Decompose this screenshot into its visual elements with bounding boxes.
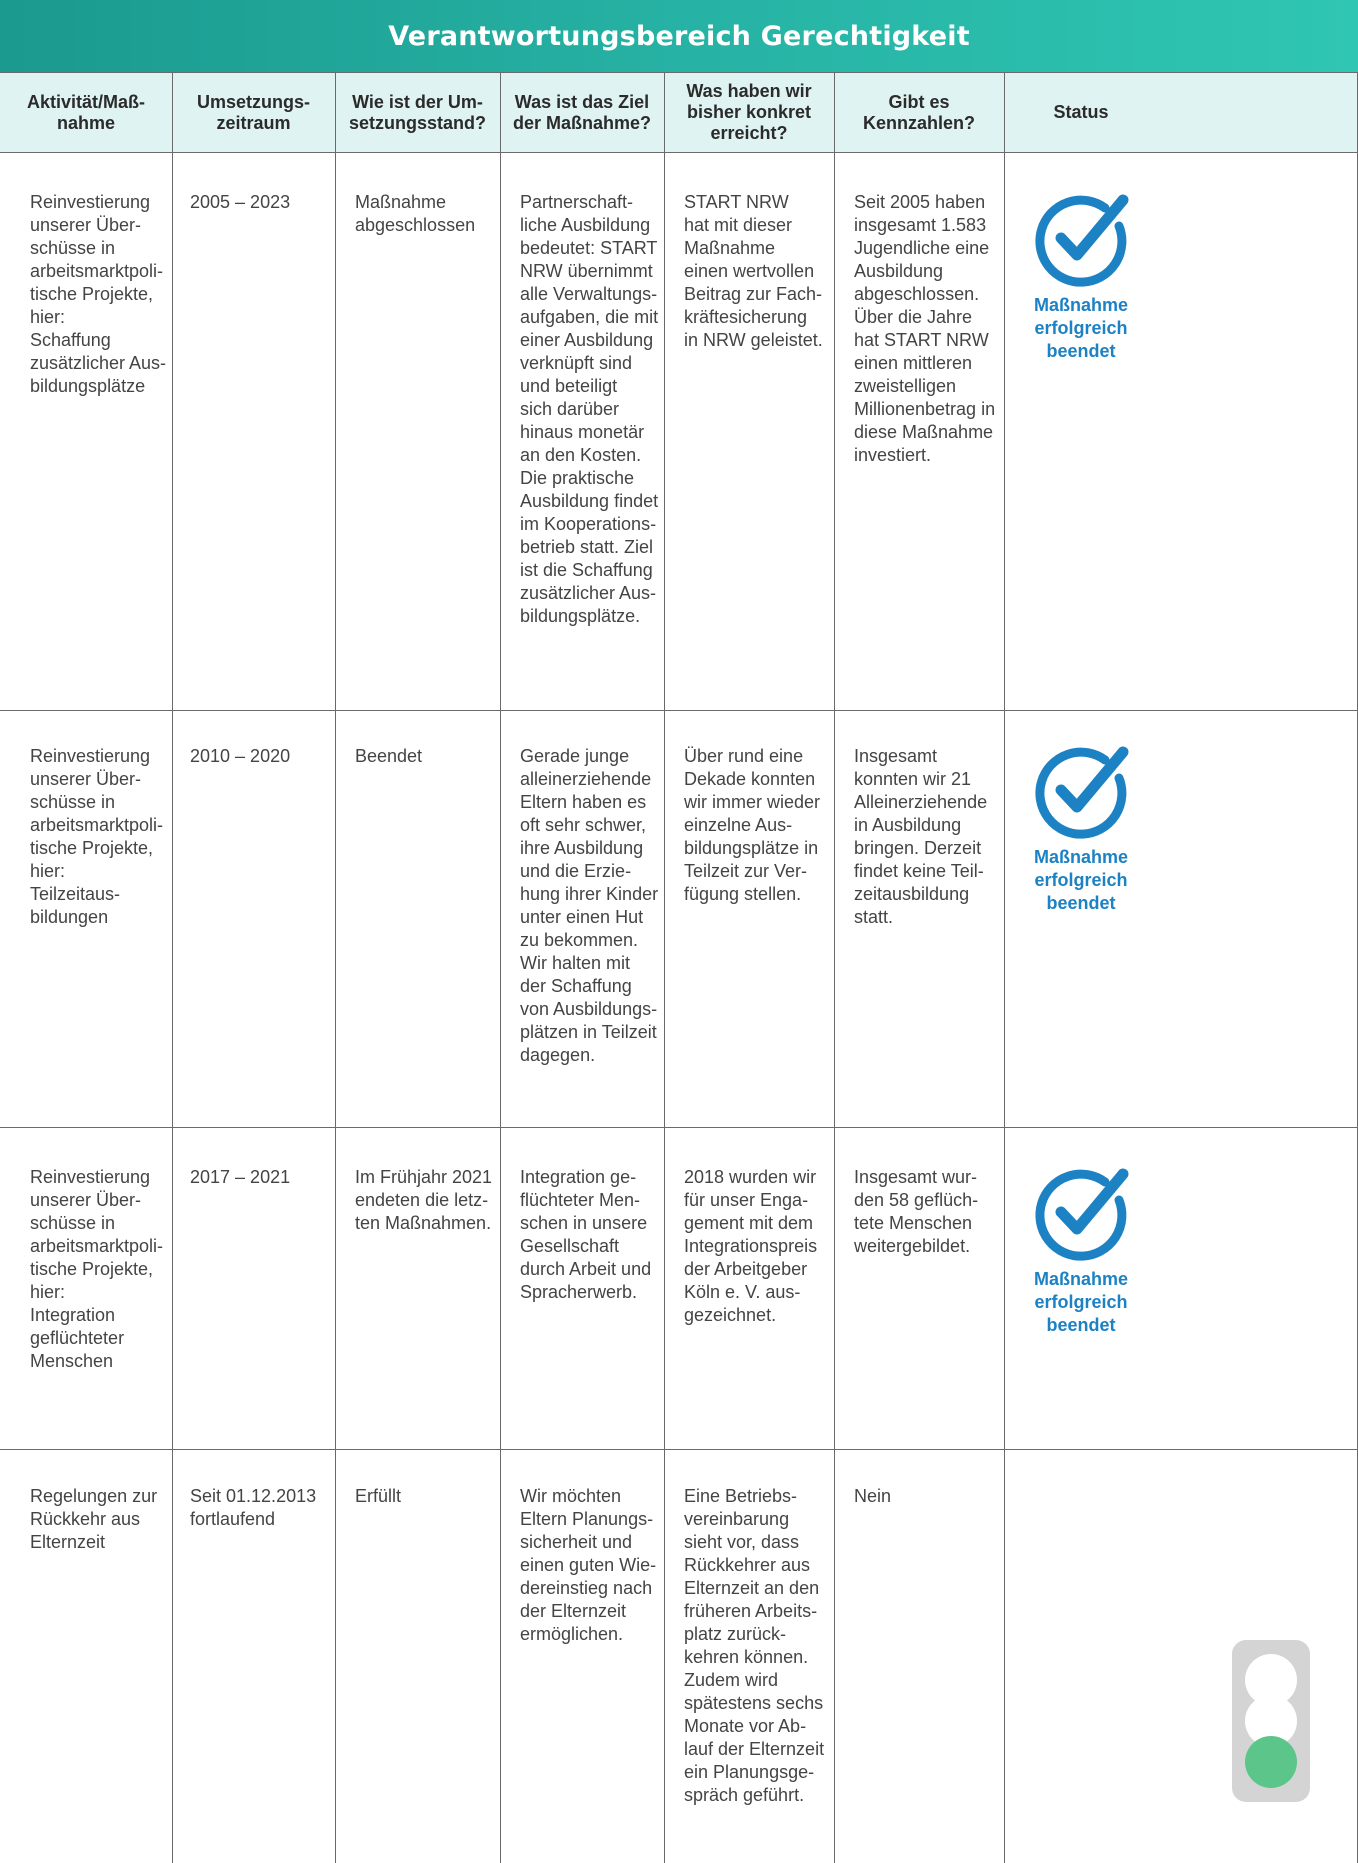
cell-kpi: Insgesamt konnten wir 21 Alleinerziehende in Ausbildung bringen. Derzeit findet keine Teil- zeitausbildung statt. [854, 746, 988, 927]
column-divider [834, 72, 835, 1863]
cell-state: Im Frühjahr 2021 endeten die letz- ten Maßnahmen. [355, 1167, 493, 1233]
cell-achieved: Über rund eine Dekade konnten wir immer wieder einzelne Aus- bildungsplätze in Teilzeit zur Ver- fügung stellen. [684, 746, 821, 904]
column-header-kpi: Gibt es Kennzahlen? [862, 91, 975, 133]
column-divider [664, 72, 665, 1863]
cell-achieved: 2018 wurden wir für unser Enga- gement mit dem Integrationspreis der Arbeitgeber Köln e. V. aus- gezeichnet. [684, 1167, 818, 1325]
cell-kpi: Insgesamt wur- den 58 geflüch- tete Menschen weitergebildet. [854, 1167, 979, 1256]
column-header-activity: Aktivität/Maß- nahme [26, 91, 145, 133]
status-cell [1004, 1162, 1158, 1337]
cell-achieved: START NRW hat mit dieser Maßnahme einen wertvollen Beitrag zur Fach- kräftesicherung in NRW geleistet. [684, 192, 823, 350]
cell-achieved: Eine Betriebs- vereinbarung sieht vor, dass Rückkehrer aus Elternzeit an den früheren Arbeits- platz zurück- kehren können. Zudem wird spätestens sechs Monate vor Ab- lauf der Elternzeit ein Planungsge- spräch geführt. [684, 1486, 825, 1805]
cell-activity: Reinvestierung unserer Über- schüsse in arbeitsmarktpoli- tische Projekte, hier: Teilzeitaus- bildungen [30, 746, 164, 927]
cell-state: Beendet [355, 746, 423, 766]
column-header-period: Umsetzungs- zeitraum [196, 91, 310, 133]
column-header-goal: Was ist das Ziel der Maßnahme? [512, 91, 652, 133]
page-title: Verantwortungsbereich Gerechtigkeit [388, 20, 970, 52]
column-divider [335, 72, 336, 1863]
column-header-achieved: Was haben wir bisher konkret erreicht? [686, 81, 812, 143]
column-header-state: Wie ist der Um- setzungsstand? [348, 91, 486, 133]
cell-period: 2005 – 2023 [190, 192, 291, 212]
row-divider [0, 1449, 1358, 1450]
cell-goal: Partnerschaft- liche Ausbildung bedeutet: START NRW übernimmt alle Verwaltungs- aufgaben, die mit einer Ausbildung verknüpft sind und beteiligt sich darüber hinaus monetär an den Kosten. Die praktische Ausbildung findet im Kooperations- betrieb statt. Ziel ist die Schaffung zusätzlicher Aus- bildungsplätze. [520, 192, 659, 626]
cell-period: 2017 – 2021 [190, 1167, 291, 1187]
row-divider [0, 710, 1358, 711]
cell-activity: Reinvestierung unserer Über- schüsse in arbeitsmarktpoli- tische Projekte, hier: Integration geflüchteter Menschen [30, 1167, 164, 1371]
column-header-status: Status [1053, 102, 1109, 122]
table-header [0, 72, 1358, 153]
cell-goal: Gerade junge alleinerziehende Eltern haben es oft sehr schwer, ihre Ausbildung und die Erzie- hung ihrer Kinder unter einen Hut zu bekommen. Wir halten mit der Schaffung von Ausbildungs- plätzen in Teilzeit dagegen. [520, 746, 659, 1065]
cell-state: Maßnahme abgeschlossen [355, 192, 476, 235]
traffic-light-green-icon [1232, 1640, 1310, 1802]
cell-state: Erfüllt [355, 1486, 402, 1506]
title-banner [0, 0, 1358, 72]
cell-kpi: Nein [854, 1486, 892, 1506]
status-badge: Maßnahme erfolgreich beendet [1033, 847, 1129, 913]
checkmark-circle-icon [1031, 188, 1131, 288]
row-divider [0, 1127, 1358, 1128]
cell-period: 2010 – 2020 [190, 746, 291, 766]
cell-activity: Reinvestierung unserer Über- schüsse in arbeitsmarktpoli- tische Projekte, hier: Schaffung zusätzlicher Aus- bildungsplätze [30, 192, 167, 396]
cell-activity: Regelungen zur Rückkehr aus Elternzeit [30, 1486, 158, 1552]
column-divider [172, 72, 173, 1863]
status-cell [1004, 188, 1158, 363]
status-cell [1004, 740, 1158, 915]
cell-period: Seit 01.12.2013 fortlaufend [190, 1486, 317, 1529]
checkmark-circle-icon [1031, 740, 1131, 840]
status-badge: Maßnahme erfolgreich beendet [1033, 1269, 1129, 1335]
status-badge: Maßnahme erfolgreich beendet [1033, 295, 1129, 361]
cell-kpi: Seit 2005 haben insgesamt 1.583 Jugendliche eine Ausbildung abgeschlossen. Über die Jahre hat START NRW einen mittleren zweistelligen Millionenbetrag in diese Maßnahme investiert. [854, 192, 996, 465]
cell-goal: Integration ge- flüchteter Men- schen in unsere Gesellschaft durch Arbeit und Spracherwerb. [520, 1167, 652, 1302]
checkmark-circle-icon [1031, 1162, 1131, 1262]
cell-goal: Wir möchten Eltern Planungs- sicherheit und einen guten Wie- dereinstieg nach der Elternzeit ermöglichen. [520, 1486, 657, 1644]
column-divider [500, 72, 501, 1863]
traffic-light-lamp-green [1245, 1736, 1297, 1788]
